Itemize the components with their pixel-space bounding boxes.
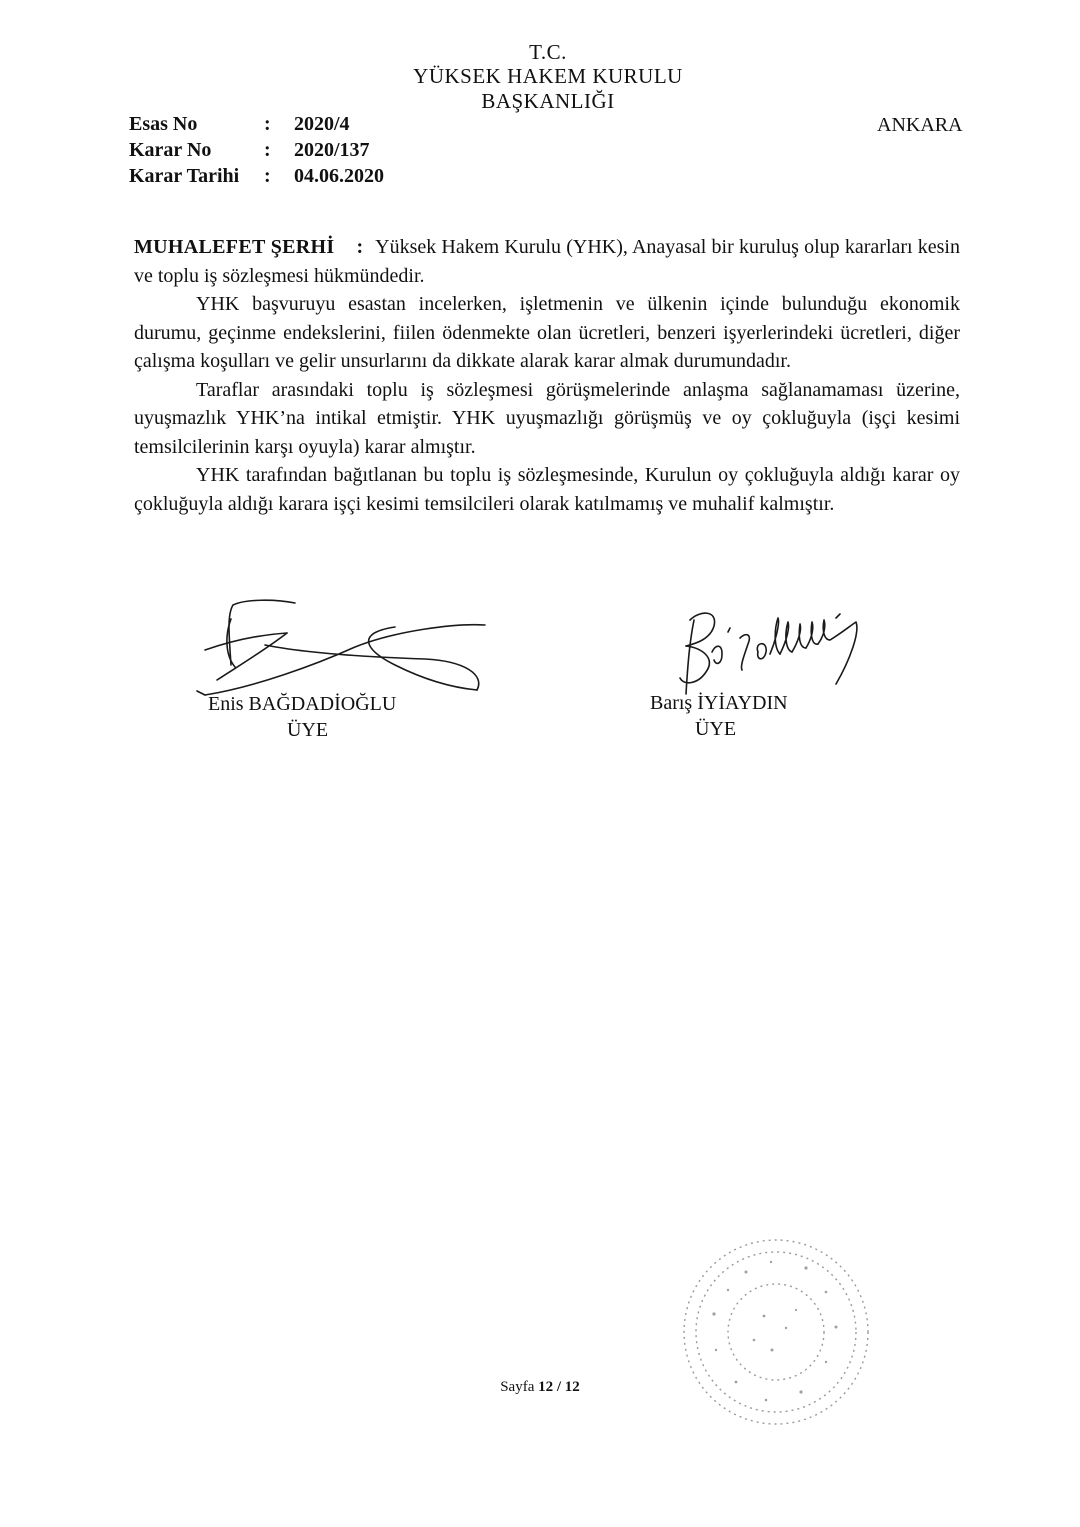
paragraph-3: Taraflar arasındaki toplu iş sözleşmesi görüşmelerinde anlaşma sağlanamaması üzerine, uyuşmazlık YHK’na intikal etmiştir. YHK uyuşmazlığı görüşmüş ve oy çokluğuyla (işçi kesimi temsilcilerinin karşı oyuyla) karar almıştır. — [134, 378, 960, 458]
karar-value: 2020/137 — [294, 139, 370, 161]
footer-total-pages: 12 — [564, 1379, 580, 1395]
paragraph-text: Yüksek Hakem Kurulu (YHK), Anayasal bir kuruluş olup kararları kesin ve toplu iş sözleşmesi hükmündedir. — [134, 236, 960, 287]
esas-value: 2020/4 — [294, 113, 350, 135]
location: ANKARA — [877, 114, 963, 136]
tarih-separator: : — [264, 165, 271, 187]
paragraph-1 — [134, 233, 960, 290]
handwritten-signature-2 — [650, 600, 880, 700]
signatory-role-1: ÜYE — [287, 719, 329, 741]
footer-current-page: 12 — [538, 1379, 554, 1395]
signatory-name-1: Enis BAĞDADİOĞLU — [208, 693, 397, 715]
section-colon: : — [356, 236, 364, 258]
tarih-label: Karar Tarihi — [129, 165, 240, 187]
dissent-body — [134, 233, 960, 518]
signature-enis — [195, 595, 505, 741]
esas-label: Esas No — [129, 113, 198, 135]
signature-baris — [650, 600, 880, 740]
karar-row — [129, 139, 370, 162]
signatory-role-2: ÜYE — [695, 718, 737, 740]
header-presidency: BAŞKANLIĞI — [481, 89, 615, 113]
tarih-row — [129, 165, 384, 188]
handwritten-signature-1 — [195, 595, 505, 705]
official-stamp — [676, 1232, 876, 1437]
paragraph-2: YHK başvuruyu esastan incelerken, işletmenin ve ülkenin içinde bulunduğu ekonomik durumu, geçinme endekslerini, fiilen ödenmekte olan ücretleri, benzeri işyerlerindeki ücretleri, diğer çalışma koşulları ve gelir unsurlarını da dikkate alarak karar almak durumundadır. — [134, 293, 960, 372]
paragraph-4: YHK tarafından bağıtlanan bu toplu iş sözleşmesinde, Kurulun oy çokluğuyla aldığı karar oy çokluğuyla aldığı karara işçi kesimi temsilcileri olarak katılmamış ve muhalif kalmıştır. — [134, 464, 960, 515]
karar-label: Karar No — [129, 139, 212, 161]
footer-prefix: Sayfa — [500, 1379, 535, 1395]
karar-separator: : — [264, 139, 271, 161]
signatory-name-2: Barış İYİAYDIN — [650, 692, 788, 714]
header-institution: YÜKSEK HAKEM KURULU — [413, 64, 683, 88]
page-footer — [0, 1379, 1080, 1396]
esas-row — [129, 113, 350, 136]
footer-slash: / — [556, 1379, 562, 1395]
header-republic: T.C. — [529, 40, 567, 64]
esas-separator: : — [264, 113, 271, 135]
stamp-seal-icon — [676, 1232, 876, 1432]
tarih-value: 04.06.2020 — [294, 165, 384, 187]
section-title: MUHALEFET ŞERHİ — [134, 236, 335, 258]
